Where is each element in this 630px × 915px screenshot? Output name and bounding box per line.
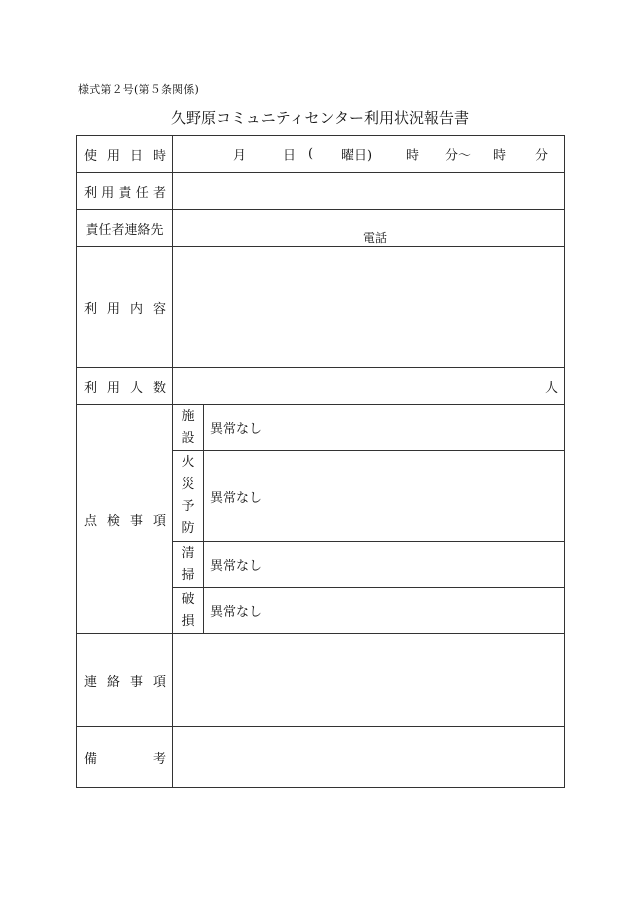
label-usage-content — [77, 247, 173, 368]
label-usage-date — [77, 136, 173, 173]
report-form-table — [76, 135, 565, 788]
label-char: 清 — [181, 545, 195, 561]
inspection-item-facility-value[interactable] — [204, 405, 565, 451]
headcount-field[interactable] — [173, 368, 565, 405]
row-notes — [77, 634, 565, 727]
document-title: 久野原コミュニティセンター利用状況報告書 — [171, 109, 469, 127]
label-responsible-person — [77, 173, 173, 210]
status-text: 異常なし — [210, 605, 263, 620]
status-text: 異常なし — [210, 559, 263, 574]
label-char: 事 — [129, 513, 143, 529]
row-responsible-person — [77, 173, 565, 210]
status-text: 異常なし — [210, 422, 263, 437]
label-char: 防 — [181, 521, 195, 536]
label-char: 連 — [84, 674, 98, 690]
notes-field[interactable] — [173, 634, 565, 727]
inspection-item-damage-value[interactable] — [204, 588, 565, 634]
label-char: 利 — [84, 380, 98, 396]
label-char: 絡 — [106, 674, 120, 690]
inspection-item-fire-value[interactable] — [204, 451, 565, 542]
label-char: 容 — [152, 301, 166, 317]
label-char: 責 — [118, 185, 132, 201]
row-contact — [77, 210, 565, 247]
label-char: 用 — [101, 185, 115, 201]
contact-field[interactable] — [173, 210, 565, 247]
paren-open: ( — [308, 146, 314, 162]
label-contact-text: 責任者連絡先 — [85, 222, 164, 238]
label-char: 考 — [152, 751, 166, 767]
label-char: 使 — [84, 148, 98, 164]
hour-marker-start: 時 — [406, 148, 420, 164]
label-char: 項 — [152, 513, 166, 529]
label-char: 設 — [181, 430, 195, 446]
label-char: 備 — [84, 751, 98, 767]
label-char: 用 — [106, 380, 120, 396]
minute-marker-end: 分 — [535, 148, 549, 164]
label-char: 災 — [181, 477, 195, 492]
label-char: 火 — [181, 455, 195, 470]
label-char: 破 — [181, 591, 195, 607]
row-headcount — [77, 368, 565, 405]
label-headcount — [77, 368, 173, 405]
label-char: 数 — [152, 380, 166, 396]
row-remarks — [77, 727, 565, 788]
label-remarks — [77, 727, 173, 788]
phone-label: 電話 — [363, 231, 388, 245]
row-usage-content — [77, 247, 565, 368]
label-char: 検 — [106, 513, 120, 529]
label-char: 日 — [129, 148, 143, 164]
inspection-item-fire-label — [173, 451, 204, 542]
label-char: 内 — [129, 301, 143, 317]
label-char: 利 — [84, 301, 98, 317]
form-number: 様式第２号(第５条関係) — [78, 83, 199, 96]
minute-marker-start: 分〜 — [445, 148, 472, 164]
usage-date-field[interactable] — [173, 136, 565, 173]
inspection-item-damage-label — [173, 588, 204, 634]
label-char: 人 — [129, 380, 143, 396]
row-inspection-facility — [77, 405, 565, 451]
inspection-item-cleaning-label — [173, 542, 204, 588]
label-inspection — [77, 405, 173, 634]
label-char: 用 — [106, 301, 120, 317]
inspection-item-facility-label — [173, 405, 204, 451]
label-char: 時 — [152, 148, 166, 164]
label-char: 予 — [181, 499, 195, 514]
row-usage-date — [77, 136, 565, 173]
label-notes — [77, 634, 173, 727]
label-char: 任 — [135, 185, 149, 201]
weekday-marker: 曜日) — [341, 148, 373, 164]
headcount-unit: 人 — [544, 380, 558, 396]
label-char: 用 — [106, 148, 120, 164]
label-char: 者 — [152, 185, 166, 201]
inspection-item-cleaning-value[interactable] — [204, 542, 565, 588]
responsible-person-field[interactable] — [173, 173, 565, 210]
status-text: 異常なし — [210, 490, 263, 506]
month-marker: 月 — [233, 148, 247, 164]
label-char: 点 — [84, 513, 98, 529]
usage-content-field[interactable] — [173, 247, 565, 368]
label-char: 損 — [181, 613, 195, 629]
label-contact — [77, 210, 173, 247]
hour-marker-end: 時 — [493, 148, 507, 164]
label-char: 項 — [152, 674, 166, 690]
label-char: 利 — [84, 185, 98, 201]
label-char: 施 — [181, 408, 195, 424]
label-char: 事 — [129, 674, 143, 690]
label-char: 掃 — [181, 567, 195, 583]
day-marker: 日 — [283, 148, 297, 164]
remarks-field[interactable] — [173, 727, 565, 788]
